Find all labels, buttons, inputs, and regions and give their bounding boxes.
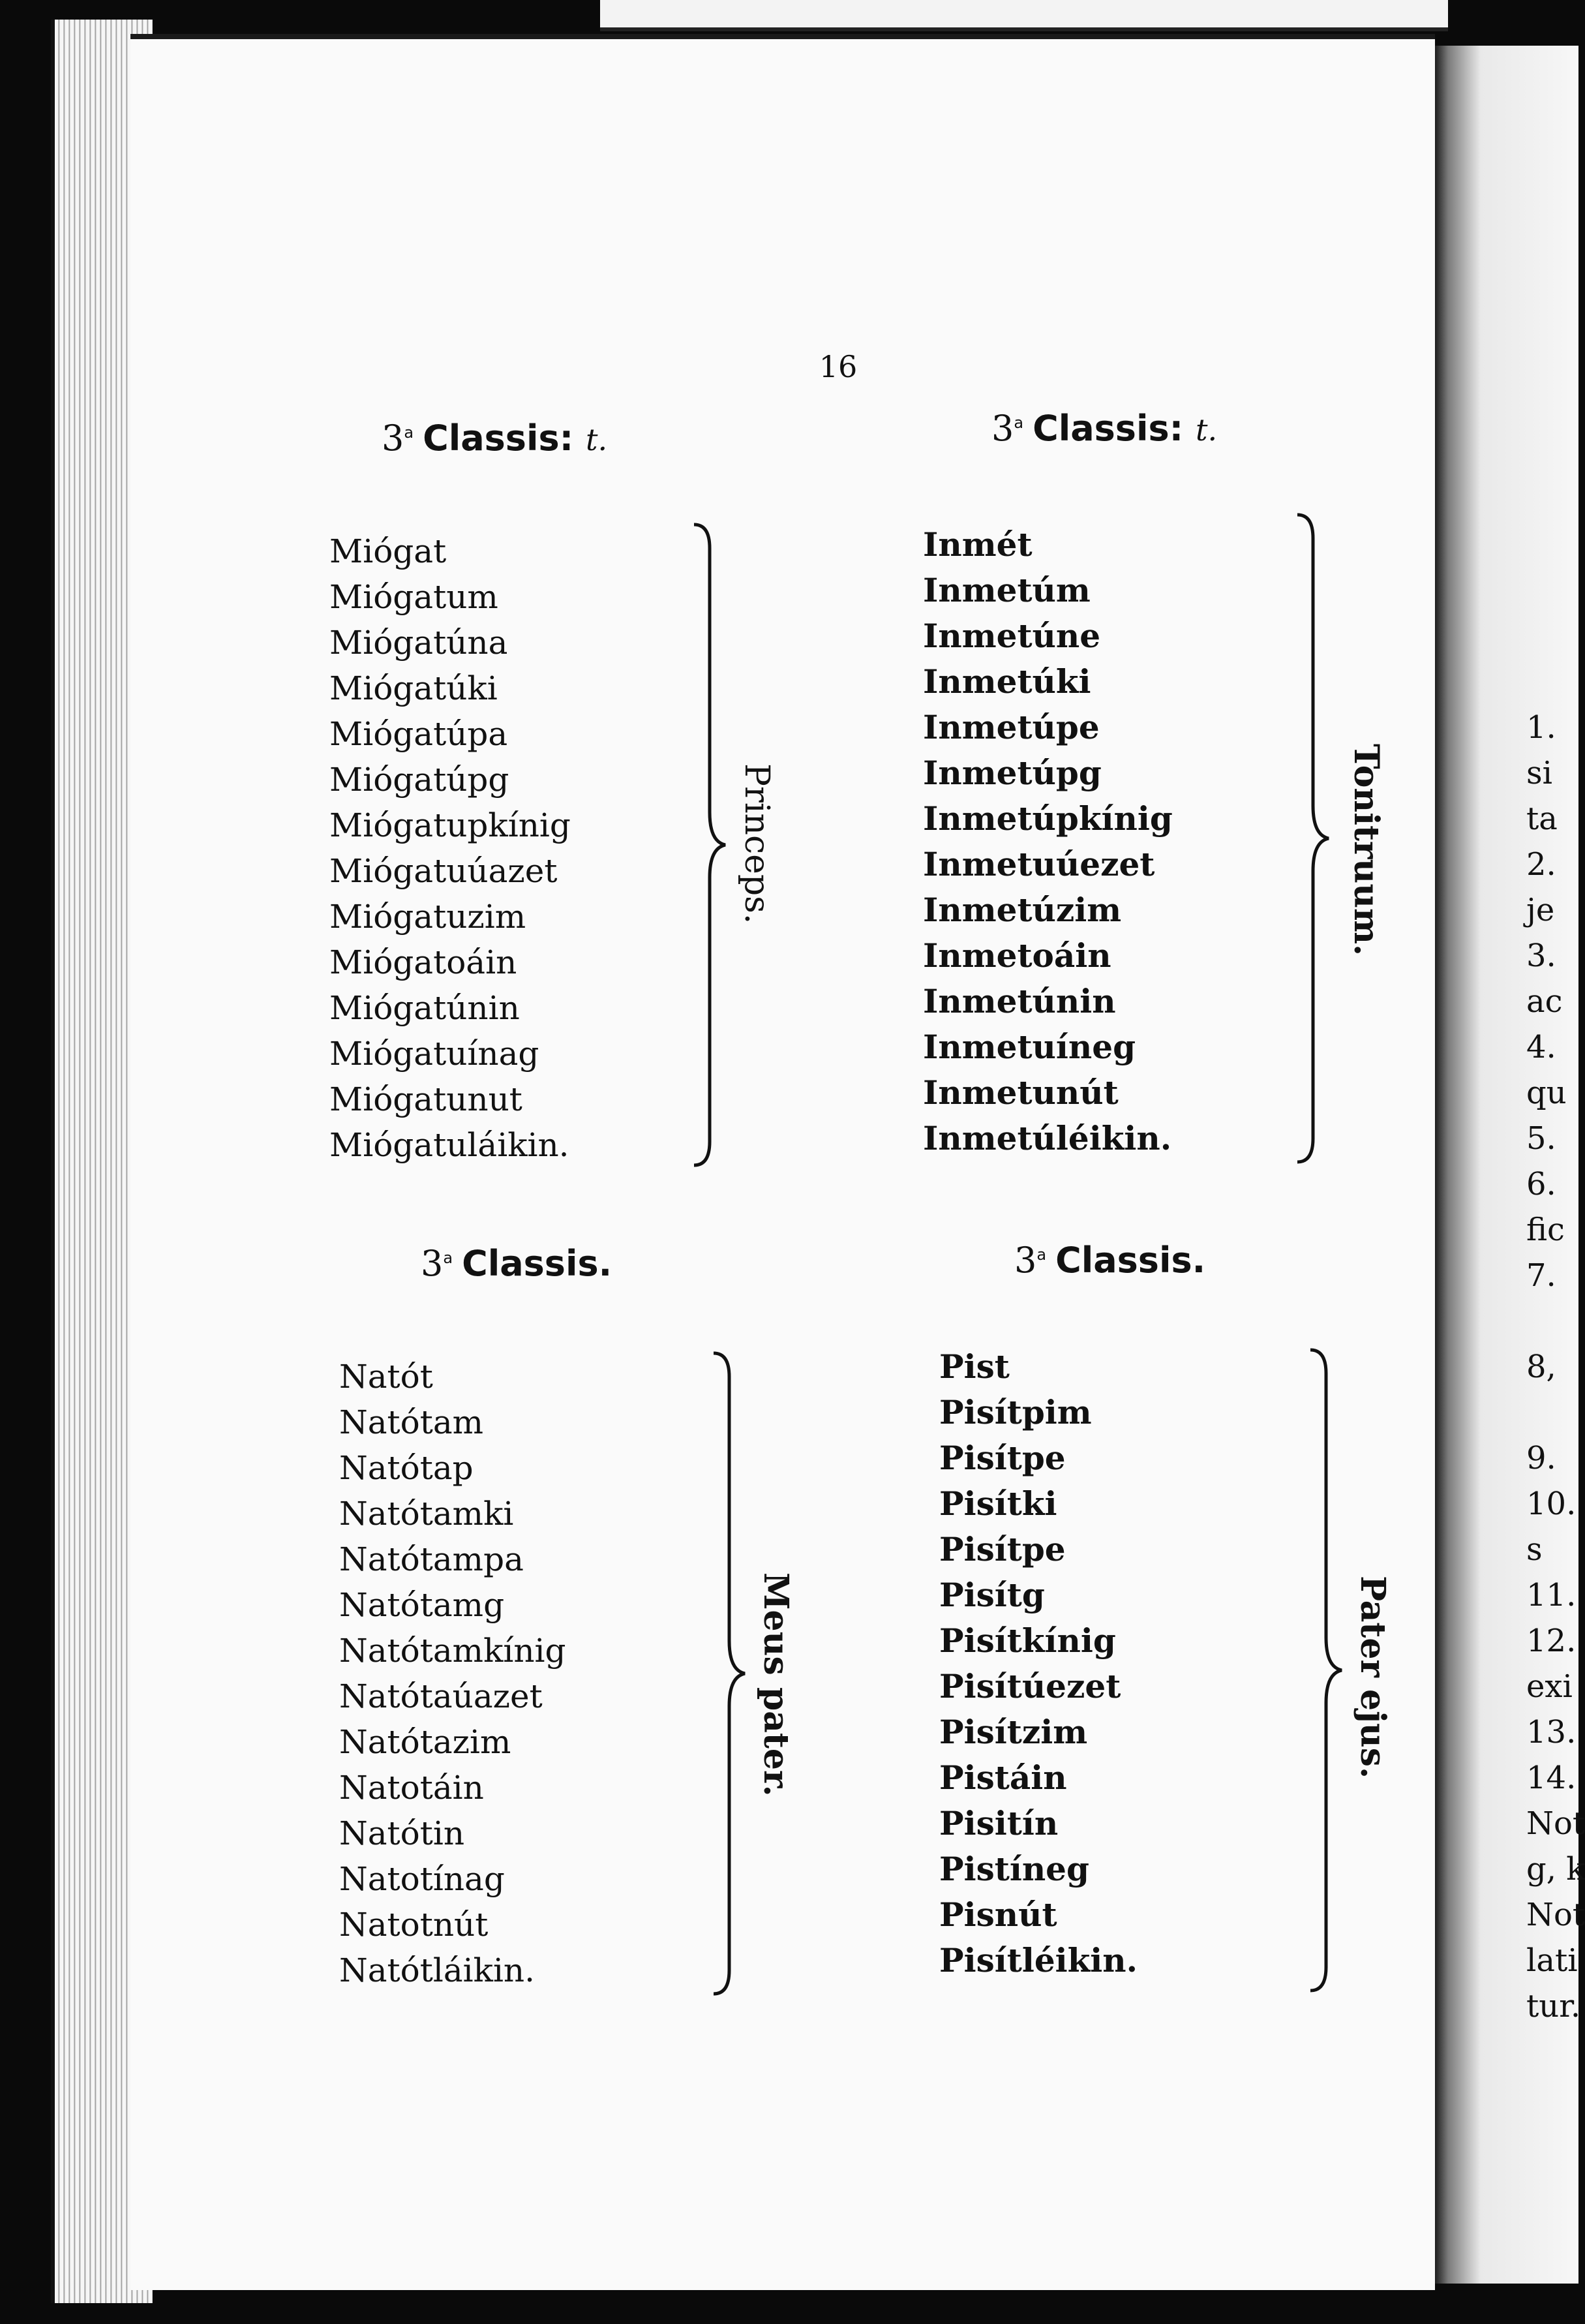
word-list — [939, 1344, 1138, 1983]
list-item: Natótamkínig — [339, 1632, 566, 1670]
list-item: Inmetúléikin. — [923, 1119, 1172, 1157]
list-item: Natótaúazet — [339, 1677, 543, 1715]
heading-suffix: t. — [1196, 412, 1218, 448]
list-item: 10. — [1526, 1486, 1577, 1522]
list-item: Natótamg — [339, 1586, 505, 1624]
section-heading — [382, 418, 607, 459]
list-item: ac — [1526, 983, 1563, 1020]
list-item: Inmét — [923, 525, 1033, 564]
list-item: Pisítzim — [939, 1713, 1088, 1751]
curly-brace — [691, 522, 731, 1168]
curly-brace — [711, 1351, 750, 1996]
list-item: 5. — [1526, 1120, 1556, 1157]
list-item: Inmetúpg — [923, 754, 1102, 792]
list-item: Miógatupkínig — [329, 806, 571, 844]
list-item: Pisítpe — [939, 1530, 1066, 1568]
gloss-label: Pater ejus. — [1353, 1576, 1393, 1779]
list-item: Pisítpe — [939, 1439, 1066, 1477]
list-item: Natótam — [339, 1403, 484, 1441]
facing-page-text — [1526, 705, 1585, 2029]
heading-sup: a — [1014, 414, 1024, 432]
list-item: 3. — [1526, 938, 1556, 974]
list-item: Natotínag — [339, 1860, 505, 1898]
heading-word: Classis. — [1055, 1240, 1206, 1281]
list-item: 9. — [1526, 1440, 1556, 1476]
heading-number: 3 — [1014, 1240, 1037, 1281]
list-item: Inmetúzim — [923, 891, 1122, 929]
list-item: Miógatuúazet — [329, 852, 558, 890]
list-item: Miógatúpg — [329, 761, 509, 799]
list-item: si — [1526, 755, 1552, 791]
heading-number: 3 — [991, 408, 1014, 449]
list-item: Inmetúm — [923, 571, 1091, 609]
list-item: Inmetúnin — [923, 982, 1116, 1020]
list-item: Inmetoáin — [923, 936, 1111, 975]
list-item: Inmetúne — [923, 617, 1101, 655]
list-item: Pisítkínig — [939, 1621, 1116, 1660]
heading-number: 3 — [382, 418, 404, 459]
list-item: Pistíneg — [939, 1850, 1089, 1888]
list-item: Natotáin — [339, 1769, 484, 1807]
list-item: qu — [1526, 1075, 1567, 1111]
list-item: 4. — [1526, 1029, 1556, 1065]
list-item: exi — [1526, 1668, 1573, 1705]
scan-border — [600, 0, 1448, 31]
list-item: Pisítg — [939, 1576, 1045, 1614]
list-item: Natót — [339, 1358, 433, 1396]
list-item: 13. — [1526, 1714, 1577, 1751]
list-item: fic — [1526, 1212, 1565, 1248]
gloss-label: Princeps. — [737, 763, 776, 925]
list-item: Pist — [939, 1347, 1010, 1386]
list-item: Miógatunut — [329, 1080, 522, 1118]
heading-word: Classis. — [462, 1243, 612, 1284]
heading-sup: a — [404, 423, 414, 442]
list-item: Not — [1526, 1805, 1585, 1842]
list-item: Natotnút — [339, 1906, 489, 1944]
list-item: Pisítpim — [939, 1393, 1092, 1431]
heading-sup: a — [1036, 1246, 1047, 1264]
list-item: Miógatúna — [329, 624, 508, 662]
heading-word: Classis: — [423, 418, 574, 459]
heading-suffix: t. — [586, 422, 608, 457]
list-item: 7. — [1526, 1257, 1556, 1294]
list-item: Inmetúki — [923, 662, 1091, 701]
book-page — [130, 34, 1435, 2290]
list-item: Pisítléikin. — [939, 1941, 1138, 1980]
list-item: Pisítki — [939, 1484, 1057, 1523]
list-item: Inmetunút — [923, 1073, 1119, 1112]
section-heading — [421, 1243, 612, 1284]
list-item: Miógat — [329, 532, 447, 570]
list-item: tur. — [1526, 1988, 1581, 2025]
word-list — [923, 522, 1173, 1161]
list-item: Miógatuláikin. — [329, 1126, 569, 1164]
list-item: Miógatum — [329, 578, 498, 616]
list-item: lati — [1526, 1942, 1578, 1979]
list-item: g, k — [1526, 1851, 1585, 1888]
list-item: Pistáin — [939, 1758, 1067, 1797]
list-item: Natótláikin. — [339, 1951, 536, 1989]
section-heading — [1014, 1240, 1205, 1281]
list-item: ta — [1526, 801, 1558, 837]
gloss-label: Meus pater. — [756, 1572, 796, 1797]
list-item: 12. — [1526, 1623, 1577, 1659]
list-item: Inmetúpe — [923, 708, 1100, 746]
list-item — [1526, 1390, 1585, 1435]
word-list — [329, 528, 571, 1168]
list-item: 2. — [1526, 846, 1556, 883]
list-item: 6. — [1526, 1166, 1556, 1202]
list-item: 11. — [1526, 1577, 1577, 1613]
list-item: Natótin — [339, 1814, 465, 1852]
list-item: Not — [1526, 1897, 1585, 1933]
list-item — [1526, 1298, 1585, 1344]
list-item: 8, — [1526, 1349, 1556, 1385]
gloss-label: Tonitruum. — [1346, 744, 1386, 956]
list-item: 1. — [1526, 709, 1556, 746]
list-item: Miógatúki — [329, 669, 498, 707]
heading-sup: a — [443, 1249, 453, 1267]
list-item: Natótap — [339, 1449, 474, 1487]
list-item: 14. — [1526, 1760, 1577, 1796]
list-item: je — [1526, 892, 1555, 928]
list-item: Natótazim — [339, 1723, 511, 1761]
list-item: Miógatoáin — [329, 943, 517, 981]
list-item: Natótamki — [339, 1495, 514, 1533]
list-item: Inmetúpkínig — [923, 799, 1173, 838]
curly-brace — [1308, 1347, 1347, 1993]
list-item: Pisitín — [939, 1804, 1059, 1842]
list-item: Miógatuínag — [329, 1035, 539, 1073]
list-item: Pisítúezet — [939, 1667, 1121, 1705]
list-item: Miógatúnin — [329, 989, 520, 1027]
list-item: Miógatúpa — [329, 715, 508, 753]
heading-number: 3 — [421, 1243, 444, 1284]
list-item: Inmetuúezet — [923, 845, 1155, 883]
word-list — [339, 1354, 566, 1993]
list-item: Miógatuzim — [329, 898, 526, 936]
list-item: Natótampa — [339, 1540, 524, 1578]
section-heading — [991, 408, 1217, 449]
list-item: Pisnút — [939, 1895, 1057, 1934]
heading-word: Classis: — [1033, 408, 1184, 449]
list-item: s — [1526, 1531, 1543, 1568]
list-item: Inmetuíneg — [923, 1028, 1136, 1066]
page-number: 16 — [819, 349, 858, 384]
curly-brace — [1295, 512, 1334, 1165]
